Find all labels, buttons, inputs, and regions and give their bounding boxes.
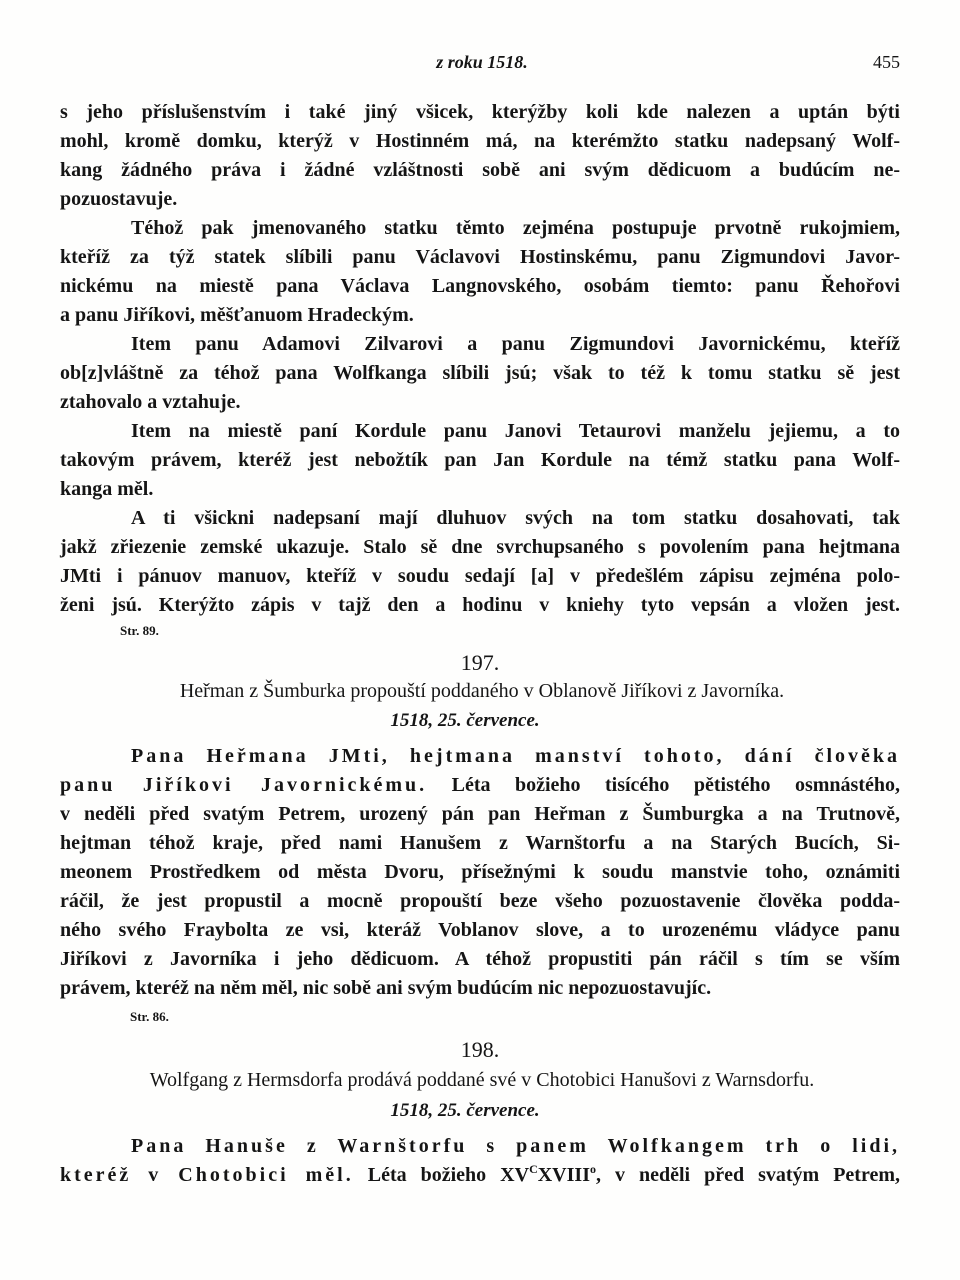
paragraph [60, 504, 900, 620]
text-line: hejtman téhož kraje, před nami Hanušem z Warnštorfu a na Starých Bucích, Si- [60, 832, 900, 854]
document-date: 1518, 25. července. [390, 710, 540, 731]
text-line: kang žádného práva i žádné vzláštnosti sobě ani svým dědicuom a budúcím ne- [60, 159, 900, 181]
running-title: z roku 1518. [436, 52, 528, 72]
text-line: v neděli před svatým Petrem, urozený pán pan Heřman z Šumburgka a na Trutnově, [60, 803, 900, 825]
document-summary: Heřman z Šumburka propouští poddaného v Oblanově Jiříkovi z Javorníka. [179, 680, 785, 702]
text-line: kanga měl. [60, 478, 154, 500]
text-line: pozuostavuje. [60, 188, 178, 210]
text-line: nickému na miestě pana Václava Langnovského, osobám tiemto: panu Řehořovi [60, 275, 900, 297]
text-line: mohl, kromě domku, kterýž v Hostinném má, na kterémžto statku nadepsaný Wolf- [60, 130, 900, 152]
text-line: Item panu Adamovi Zilvarovi a panu Zigmundovi Javornickému, kteříž [131, 333, 900, 355]
paragraph [60, 417, 900, 504]
document-summary: Wolfgang z Hermsdorfa prodává poddané své v Chotobici Hanušovi z Warnsdorfu. [149, 1069, 815, 1091]
text-line: Téhož pak jmenovaného statku těmto zejména postupuje prvotně rukojmiem, [131, 217, 900, 239]
paragraph [60, 98, 900, 214]
document-text [60, 742, 900, 1003]
text-line: ob[z]vláštně za téhož pana Wolfkanga slíbili jsú; však to též k tomu statku sě jest [60, 362, 900, 384]
page-number: 455 [873, 52, 900, 72]
text-line: Item na miestě paní Kordule panu Janovi Tetaurovi manželu jejiemu, a to [131, 420, 900, 442]
text-line: takovým právem, kteréž jest nebožtík pan Jan Kordule na témž statku pana Wolf- [60, 449, 900, 471]
text-line: ráčil, že jest propustil a mocně propouští beze všeho pozuostavenie člověka podda- [60, 890, 900, 912]
text-segment: , v neděli před svatým Petrem, [595, 1164, 901, 1186]
document-number: 198. [460, 1037, 500, 1062]
continuation-text [60, 98, 900, 620]
text-line: ného svého Fraybolta ze vsi, kteráž Voblanov slove, a to urozenému vládyce panu [60, 919, 900, 941]
superscript: o [589, 1162, 596, 1176]
document-text [60, 1132, 900, 1190]
text-line: právem, kteréž na něm měl, nic sobě ani svým budúcím nic nepozuostavujíc. [60, 977, 712, 999]
text-line [60, 742, 900, 771]
paragraph [60, 330, 900, 417]
document-number: 197. [460, 650, 500, 675]
text-line: s jeho příslušenstvím i také jiný všicek, kterýžby koli kde nalezen a uptán býti [60, 101, 900, 123]
text-line: Jiříkovi z Javorníka i jeho dědicuom. A téhož propustiti pán ráčil s tím se vším [60, 948, 900, 970]
text-line: ženi jsú. Kterýžto zápis v tajž den a hodinu v kniehy tyto vepsán a vložen jest. [60, 594, 900, 616]
source-reference: Str. 89. [120, 623, 159, 638]
text-line: JMti i pánuov manuov, kteříž v soudu sedají [a] v předešlém zápisu zejména polo- [60, 565, 900, 587]
text-line [60, 1132, 900, 1161]
text-line: ztahovalo a vztahuje. [60, 391, 241, 413]
rubric-text: kteréž v Chotobici měl. [60, 1164, 354, 1186]
document-date: 1518, 25. července. [390, 1100, 540, 1121]
text-line: a panu Jiříkovi, měšťanuom Hradeckým. [60, 304, 414, 326]
text-line: meonem Prostředkem od města Dvoru, přísežnými k soudu manstvie toho, oznámiti [60, 861, 900, 883]
text-segment: XVIII [537, 1164, 590, 1186]
text-segment: Léta božieho XV [367, 1164, 530, 1186]
source-reference: Str. 86. [130, 1009, 169, 1024]
text-line: jakž zřiezenie zemské ukazuje. Stalo sě dne svrchupsaného s povolením pana hejtmana [60, 536, 900, 558]
rubric-text: Pana Heřmana JMti, hejtmana manství tohoto, dání člověka [131, 745, 900, 767]
text-segment: Léta božieho tisícého pětistého osmnástého, [451, 774, 900, 796]
text-line: A ti všickni nadepsaní mají dluhuov svých na tom statku dosahovati, tak [131, 507, 900, 529]
paragraph [60, 214, 900, 330]
rubric-text: panu Jiříkovi Javornickému. [60, 774, 428, 796]
text-line: kteříž za týž statek slíbili panu Václavovi Hostinskému, panu Zigmundovi Javor- [60, 246, 900, 268]
text-line [60, 1161, 900, 1190]
superscript: C [529, 1162, 538, 1176]
text-line [60, 771, 900, 800]
rubric-text: Pana Hanuše z Warnštorfu s panem Wolfkangem trh o lidi, [131, 1135, 900, 1157]
